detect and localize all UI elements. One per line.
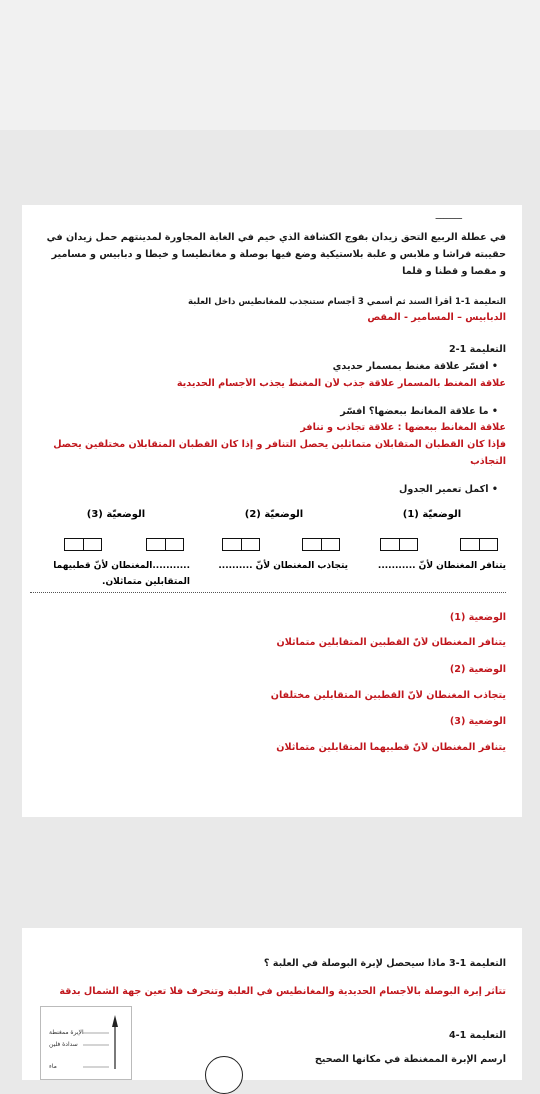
column-3-text-2: المتقابلين متماثلان. (102, 577, 190, 587)
magnet-bar (64, 538, 102, 551)
magnet-bar (380, 538, 418, 551)
task-1-3-heading: التعليمة 1-3 ماذا سيحصل لإبرة البوصلة في العلبة ؟ (263, 958, 506, 969)
task-1-1-answer: الدبابيس – المسامير - المقص (367, 312, 506, 323)
magnet-bar (146, 538, 184, 551)
column-3-magnets (42, 538, 190, 556)
column-1-magnets (358, 538, 506, 556)
figure-label-2: سدادة فلين (49, 1041, 78, 1048)
situation-3-label: الوضعية (3) (449, 716, 506, 727)
column-1-heading: الوضعيّة (1) (402, 509, 462, 520)
column-2-text: يتجاذب المغنطان لأنّ .......... (218, 561, 348, 571)
task-1-2-question-3: • أكمل تعمير الجدول (34, 484, 498, 496)
table-column-3 (42, 508, 190, 598)
compass-circle-icon (205, 1056, 243, 1094)
table-column-2 (200, 508, 348, 598)
situation-2-label: الوضعية (2) (449, 664, 506, 675)
situation-1-answer: يتنافر المغنطان لأنّ القطبين المتقابلين متماثلان (276, 637, 506, 648)
situation-3-answer: يتنافر المغنطان لأنّ قطبيهما المتقابلين متماثلان (276, 742, 506, 753)
compass-figure (40, 1006, 132, 1080)
task-1-2-question-1: • أفسّر علاقة مغنط بمسمار حديدي (34, 361, 498, 373)
task-1-2-heading: التعليمة 1-2 (448, 344, 506, 355)
column-2-heading: الوضعيّة (2) (244, 509, 304, 520)
intro-line-2: حقيبته فراشا و ملابس و علبة بلاستيكية وضع فيها بوصلة و مغانطيسا و خيطا و دبابيس و مسامير (51, 249, 506, 260)
table-answer-line (30, 592, 506, 593)
column-2-magnets (200, 538, 348, 556)
task-1-3-answer: تتأثر إبرة البوصلة بالأجسام الحديدية والمغانطيس في العلبة وتنحرف فلا تعين جهة الشمال بدقة (59, 986, 506, 997)
column-1-text: يتنافر المغنطان لأنّ ........... (377, 561, 506, 571)
task-1-4-text: أرسم الإبرة الممغنطة في مكانها الصحيح (314, 1054, 506, 1065)
magnet-table (30, 508, 506, 598)
situation-1-label: الوضعية (1) (449, 612, 506, 623)
task-1-2-answer-2: علاقة المغانط ببعضها : علاقة تجاذب و تنافر (300, 422, 506, 433)
column-3-text: ...........المغنطان لأنّ قطبيهما (53, 561, 190, 571)
column-3-heading: الوضعيّة (3) (86, 509, 146, 520)
table-column-1 (358, 508, 506, 598)
intro-line-3: و مقصا و قطنا و قلما (402, 266, 506, 277)
magnet-bar (302, 538, 340, 551)
magnet-bar (460, 538, 498, 551)
page-mark: ــــــــــ (435, 212, 462, 222)
figure-label-3: ماء (49, 1063, 57, 1070)
task-1-1-heading: التعليمة 1-1 أقرأ السند ثم أسمي 3 أجسام ستنجذب للمغانطيس داخل العلبة (187, 297, 506, 307)
previous-page-strip (0, 0, 540, 130)
task-1-2-answer-3: فإذا كان القطبان المتقابلان متماثلين يحصل التنافر و إذا كان القطبان المتقابلان مختلفين يحصل (53, 439, 506, 450)
figure-label-1: الإبرة ممغنطة (49, 1029, 84, 1036)
task-1-2-answer-4: التجاذب (470, 456, 506, 467)
magnet-bar (222, 538, 260, 551)
task-1-2-question-2: • ما علاقة المغانط ببعضها؟ أفسّر (34, 406, 498, 418)
task-1-2-answer-1: علاقة المغنط بالمسمار علاقة جذب لأن المغنط يجذب الأجسام الحديدية (176, 378, 506, 389)
intro-line-1: في عطلة الربيع التحق زيدان بفوج الكشافة الذي خيم في الغابة المجاورة لمدينتهم حمل زيدان في (46, 232, 506, 243)
situation-2-answer: يتجاذب المغنطان لأنّ القطبين المتقابلين مختلفان (270, 690, 506, 701)
task-1-4-heading: التعليمة 1-4 (448, 1030, 506, 1041)
